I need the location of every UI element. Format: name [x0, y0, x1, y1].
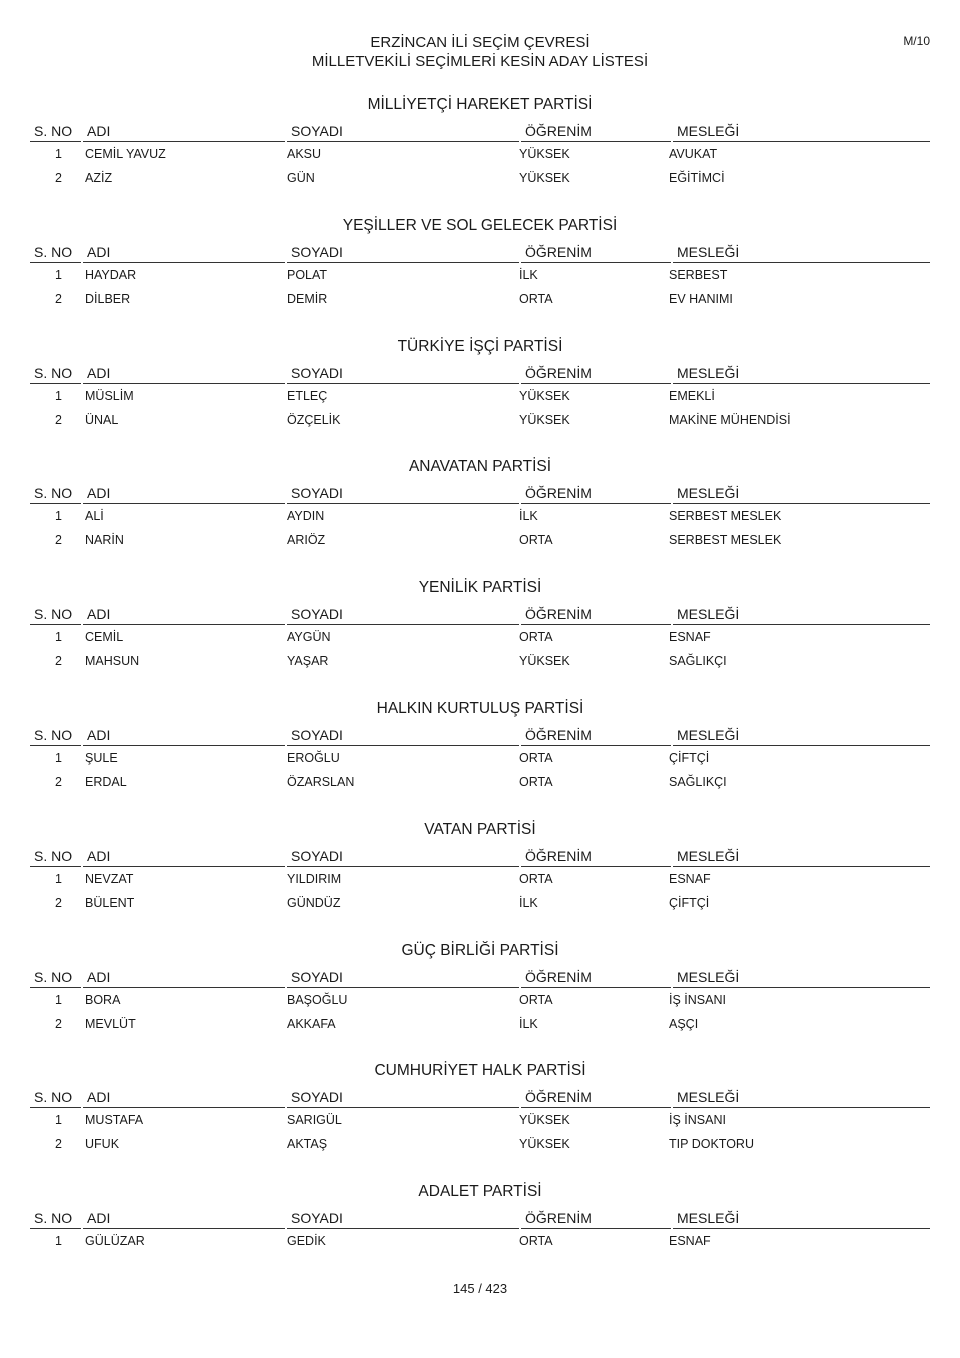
- column-header: S. NO: [30, 720, 81, 746]
- candidate-cell: 1: [55, 147, 62, 161]
- form-code: M/10: [903, 34, 930, 48]
- candidate-cell: 2: [55, 774, 62, 789]
- column-header: ÖĞRENİM: [521, 962, 671, 988]
- candidate-cell: GÜN: [287, 171, 315, 185]
- column-header: SOYADI: [287, 841, 519, 867]
- candidate-cell: ÜNAL: [85, 412, 119, 427]
- candidate-cell: YÜKSEK: [519, 654, 570, 669]
- candidate-cell: İLK: [519, 509, 538, 524]
- party-title: GÜÇ BİRLİĞİ PARTİSİ: [401, 941, 559, 959]
- candidate-cell: 2: [55, 171, 62, 185]
- candidate-cell: ÖZÇELİK: [287, 412, 341, 427]
- column-header: MESLEĞİ: [673, 1082, 930, 1108]
- column-header: SOYADI: [287, 358, 519, 384]
- page-number: 145 / 423: [452, 1281, 508, 1296]
- candidate-row: [30, 1108, 930, 1132]
- candidate-cell: İŞ İNSANI: [669, 1113, 726, 1128]
- candidate-cell: 2: [55, 895, 62, 910]
- candidate-cell: ORTA: [519, 533, 553, 548]
- candidate-cell: 1: [55, 388, 62, 403]
- candidate-cell: MAKİNE MÜHENDİSİ: [669, 412, 791, 427]
- column-header-row: [30, 962, 930, 988]
- column-header: ÖĞRENİM: [521, 237, 671, 263]
- candidate-cell: AKTAŞ: [287, 1137, 328, 1152]
- candidate-cell: POLAT: [287, 267, 328, 282]
- candidate-cell: SERBEST MESLEK: [669, 533, 782, 548]
- column-header-row: [30, 599, 930, 625]
- candidate-row: [30, 504, 930, 528]
- candidate-cell: 1: [55, 630, 62, 645]
- candidate-row: [30, 166, 930, 190]
- column-header: SOYADI: [287, 962, 519, 988]
- column-header: S. NO: [30, 1203, 81, 1229]
- candidate-cell: BÜLENT: [85, 895, 135, 910]
- column-header: SOYADI: [287, 720, 519, 746]
- column-header: MESLEĞİ: [673, 237, 930, 263]
- candidate-cell: 2: [55, 412, 62, 427]
- candidate-cell: ÇİFTÇİ: [669, 895, 710, 910]
- candidate-cell: ORTA: [519, 992, 553, 1007]
- candidate-cell: SARIGÜL: [287, 1113, 342, 1128]
- column-header: MESLEĞİ: [673, 841, 930, 867]
- candidate-cell: GÜNDÜZ: [287, 895, 341, 910]
- party-section: [30, 1060, 930, 1181]
- candidate-cell: DİLBER: [85, 291, 131, 306]
- party-title: MİLLİYETÇİ HAREKET PARTİSİ: [367, 96, 593, 113]
- candidate-cell: AŞÇI: [669, 1016, 699, 1031]
- candidate-cell: UFUK: [85, 1137, 120, 1152]
- column-header: ÖĞRENİM: [521, 478, 671, 504]
- candidate-cell: NEVZAT: [85, 871, 134, 886]
- candidate-cell: SERBEST: [669, 267, 728, 282]
- candidate-cell: 2: [55, 1016, 62, 1031]
- candidate-cell: ORTA: [519, 291, 553, 306]
- header-list-title: MİLLETVEKİLİ SEÇİMLERİ KESİN ADAY LİSTESİ: [311, 53, 649, 70]
- candidate-cell: CEMİL YAVUZ: [85, 147, 166, 161]
- candidate-cell: ŞULE: [85, 750, 118, 765]
- candidate-cell: ARIÖZ: [287, 533, 326, 548]
- candidate-cell: ORTA: [519, 774, 553, 789]
- candidate-row: [30, 1229, 930, 1253]
- column-header-row: [30, 841, 930, 867]
- candidate-cell: AYDIN: [287, 509, 325, 524]
- column-header: MESLEĞİ: [673, 358, 930, 384]
- candidate-cell: 2: [55, 533, 62, 548]
- candidate-cell: 1: [55, 267, 62, 282]
- party-section: [30, 940, 930, 1061]
- candidate-row: [30, 287, 930, 311]
- candidate-cell: EV HANIMI: [669, 291, 733, 306]
- column-header: SOYADI: [287, 116, 519, 142]
- column-header: ADI: [83, 599, 285, 625]
- candidate-cell: SAĞLIKÇI: [669, 654, 727, 669]
- column-header: S. NO: [30, 1082, 81, 1108]
- column-header-row: [30, 478, 930, 504]
- candidate-cell: DEMİR: [287, 291, 328, 306]
- candidate-cell: EROĞLU: [287, 750, 340, 765]
- candidate-cell: ERDAL: [85, 774, 127, 789]
- candidate-cell: 1: [55, 871, 62, 886]
- document-header: [0, 33, 960, 71]
- column-header: S. NO: [30, 116, 81, 142]
- column-header: ADI: [83, 237, 285, 263]
- candidate-row: [30, 142, 930, 166]
- candidate-row: [30, 649, 930, 673]
- candidate-cell: BORA: [85, 992, 121, 1007]
- party-section: [30, 94, 930, 215]
- candidate-cell: ORTA: [519, 871, 553, 886]
- column-header: MESLEĞİ: [673, 720, 930, 746]
- candidate-cell: YÜKSEK: [519, 147, 570, 161]
- candidate-cell: AKKAFA: [287, 1016, 336, 1031]
- candidate-row: [30, 867, 930, 891]
- candidate-cell: 2: [55, 1137, 62, 1152]
- column-header: MESLEĞİ: [673, 599, 930, 625]
- candidate-cell: SAĞLIKÇI: [669, 774, 727, 789]
- candidate-cell: CEMİL: [85, 630, 124, 645]
- column-header: MESLEĞİ: [673, 478, 930, 504]
- candidate-row: [30, 384, 930, 408]
- candidate-row: [30, 770, 930, 794]
- candidate-row: [30, 1132, 930, 1156]
- candidate-cell: İLK: [519, 1016, 538, 1031]
- candidate-cell: NARİN: [85, 533, 124, 548]
- candidate-cell: EĞİTİMCİ: [669, 171, 725, 185]
- candidate-cell: ÇİFTÇİ: [669, 750, 710, 765]
- party-section: [30, 819, 930, 940]
- column-header: ÖĞRENİM: [521, 599, 671, 625]
- party-title: VATAN PARTİSİ: [424, 820, 536, 838]
- column-header: ADI: [83, 1203, 285, 1229]
- candidate-cell: ORTA: [519, 630, 553, 645]
- candidate-cell: 1: [55, 509, 62, 524]
- candidate-cell: 1: [55, 750, 62, 765]
- column-header: S. NO: [30, 358, 81, 384]
- party-title: CUMHURİYET HALK PARTİSİ: [374, 1062, 586, 1080]
- candidate-cell: 1: [55, 1234, 62, 1249]
- candidate-row: [30, 891, 930, 915]
- column-header: ADI: [83, 962, 285, 988]
- candidate-cell: 2: [55, 291, 62, 306]
- party-section: [30, 336, 930, 457]
- party-title: ANAVATAN PARTİSİ: [408, 458, 552, 476]
- candidate-cell: EMEKLİ: [669, 388, 715, 403]
- column-header: ÖĞRENİM: [521, 1203, 671, 1229]
- candidate-cell: YÜKSEK: [519, 1113, 570, 1128]
- candidate-row: [30, 263, 930, 287]
- column-header: ADI: [83, 358, 285, 384]
- column-header: ÖĞRENİM: [521, 720, 671, 746]
- column-header-row: [30, 116, 930, 142]
- column-header: ADI: [83, 116, 285, 142]
- candidate-cell: YÜKSEK: [519, 171, 570, 185]
- candidate-row: [30, 528, 930, 552]
- candidate-cell: HAYDAR: [85, 267, 137, 282]
- party-title: ADALET PARTİSİ: [418, 1183, 542, 1201]
- column-header-row: [30, 720, 930, 746]
- column-header: MESLEĞİ: [673, 116, 930, 142]
- candidate-cell: ESNAF: [669, 1234, 711, 1249]
- column-header: SOYADI: [287, 1203, 519, 1229]
- column-header: S. NO: [30, 237, 81, 263]
- party-title: YENİLİK PARTİSİ: [418, 579, 542, 597]
- party-section: [30, 456, 930, 577]
- candidate-cell: ALİ: [85, 509, 104, 524]
- candidate-cell: AKSU: [287, 147, 322, 161]
- candidate-row: [30, 746, 930, 770]
- candidate-cell: YÜKSEK: [519, 412, 570, 427]
- candidate-cell: TIP DOKTORU: [669, 1137, 754, 1152]
- candidate-cell: YÜKSEK: [519, 1137, 570, 1152]
- column-header: SOYADI: [287, 237, 519, 263]
- candidate-cell: GÜLÜZAR: [85, 1234, 145, 1249]
- candidate-cell: YILDIRIM: [287, 871, 342, 886]
- candidate-cell: ORTA: [519, 750, 553, 765]
- candidate-cell: İŞ İNSANI: [669, 992, 726, 1007]
- candidate-cell: İLK: [519, 895, 538, 910]
- candidate-cell: İLK: [519, 267, 538, 282]
- column-header: MESLEĞİ: [673, 962, 930, 988]
- column-header: SOYADI: [287, 478, 519, 504]
- candidate-cell: ESNAF: [669, 630, 711, 645]
- header-province-line: ERZİNCAN İLİ SEÇİM ÇEVRESİ: [370, 34, 590, 51]
- column-header: ÖĞRENİM: [521, 358, 671, 384]
- column-header-row: [30, 1203, 930, 1229]
- party-title: HALKIN KURTULUŞ PARTİSİ: [376, 699, 584, 717]
- candidate-cell: AVUKAT: [669, 147, 718, 161]
- column-header: SOYADI: [287, 599, 519, 625]
- column-header: ADI: [83, 841, 285, 867]
- party-section: [30, 215, 930, 336]
- candidate-cell: ORTA: [519, 1234, 553, 1249]
- party-section: [30, 698, 930, 819]
- candidate-cell: AYGÜN: [287, 630, 331, 645]
- column-header: S. NO: [30, 841, 81, 867]
- party-section: [30, 577, 930, 698]
- candidate-cell: SERBEST MESLEK: [669, 509, 782, 524]
- candidate-cell: 1: [55, 992, 62, 1007]
- column-header-row: [30, 358, 930, 384]
- column-header: S. NO: [30, 599, 81, 625]
- candidate-cell: GEDİK: [287, 1234, 326, 1249]
- candidate-cell: MÜSLİM: [85, 388, 134, 403]
- candidate-cell: MUSTAFA: [85, 1113, 144, 1128]
- column-header: S. NO: [30, 962, 81, 988]
- candidate-row: [30, 1012, 930, 1036]
- candidate-cell: AZİZ: [85, 171, 113, 185]
- party-sections: [30, 94, 930, 1302]
- candidate-cell: ESNAF: [669, 871, 711, 886]
- candidate-row: [30, 625, 930, 649]
- column-header: SOYADI: [287, 1082, 519, 1108]
- party-title: YEŞİLLER VE SOL GELECEK PARTİSİ: [342, 216, 618, 234]
- party-title: TÜRKİYE İŞÇİ PARTİSİ: [397, 337, 563, 355]
- column-header-row: [30, 237, 930, 263]
- candidate-cell: 1: [55, 1113, 62, 1128]
- candidate-cell: 2: [55, 654, 62, 669]
- column-header: ADI: [83, 478, 285, 504]
- candidate-row: [30, 988, 930, 1012]
- column-header: ADI: [83, 1082, 285, 1108]
- column-header: ÖĞRENİM: [521, 1082, 671, 1108]
- column-header: ADI: [83, 720, 285, 746]
- column-header: ÖĞRENİM: [521, 841, 671, 867]
- column-header-row: [30, 1082, 930, 1108]
- column-header: ÖĞRENİM: [521, 116, 671, 142]
- column-header: S. NO: [30, 478, 81, 504]
- candidate-cell: BAŞOĞLU: [287, 992, 348, 1007]
- candidate-cell: MAHSUN: [85, 654, 140, 669]
- candidate-cell: ETLEÇ: [287, 388, 328, 403]
- candidate-cell: YAŞAR: [287, 654, 329, 669]
- candidate-row: [30, 408, 930, 432]
- column-header: MESLEĞİ: [673, 1203, 930, 1229]
- candidate-cell: MEVLÜT: [85, 1016, 136, 1031]
- candidate-cell: YÜKSEK: [519, 388, 570, 403]
- candidate-cell: ÖZARSLAN: [287, 774, 355, 789]
